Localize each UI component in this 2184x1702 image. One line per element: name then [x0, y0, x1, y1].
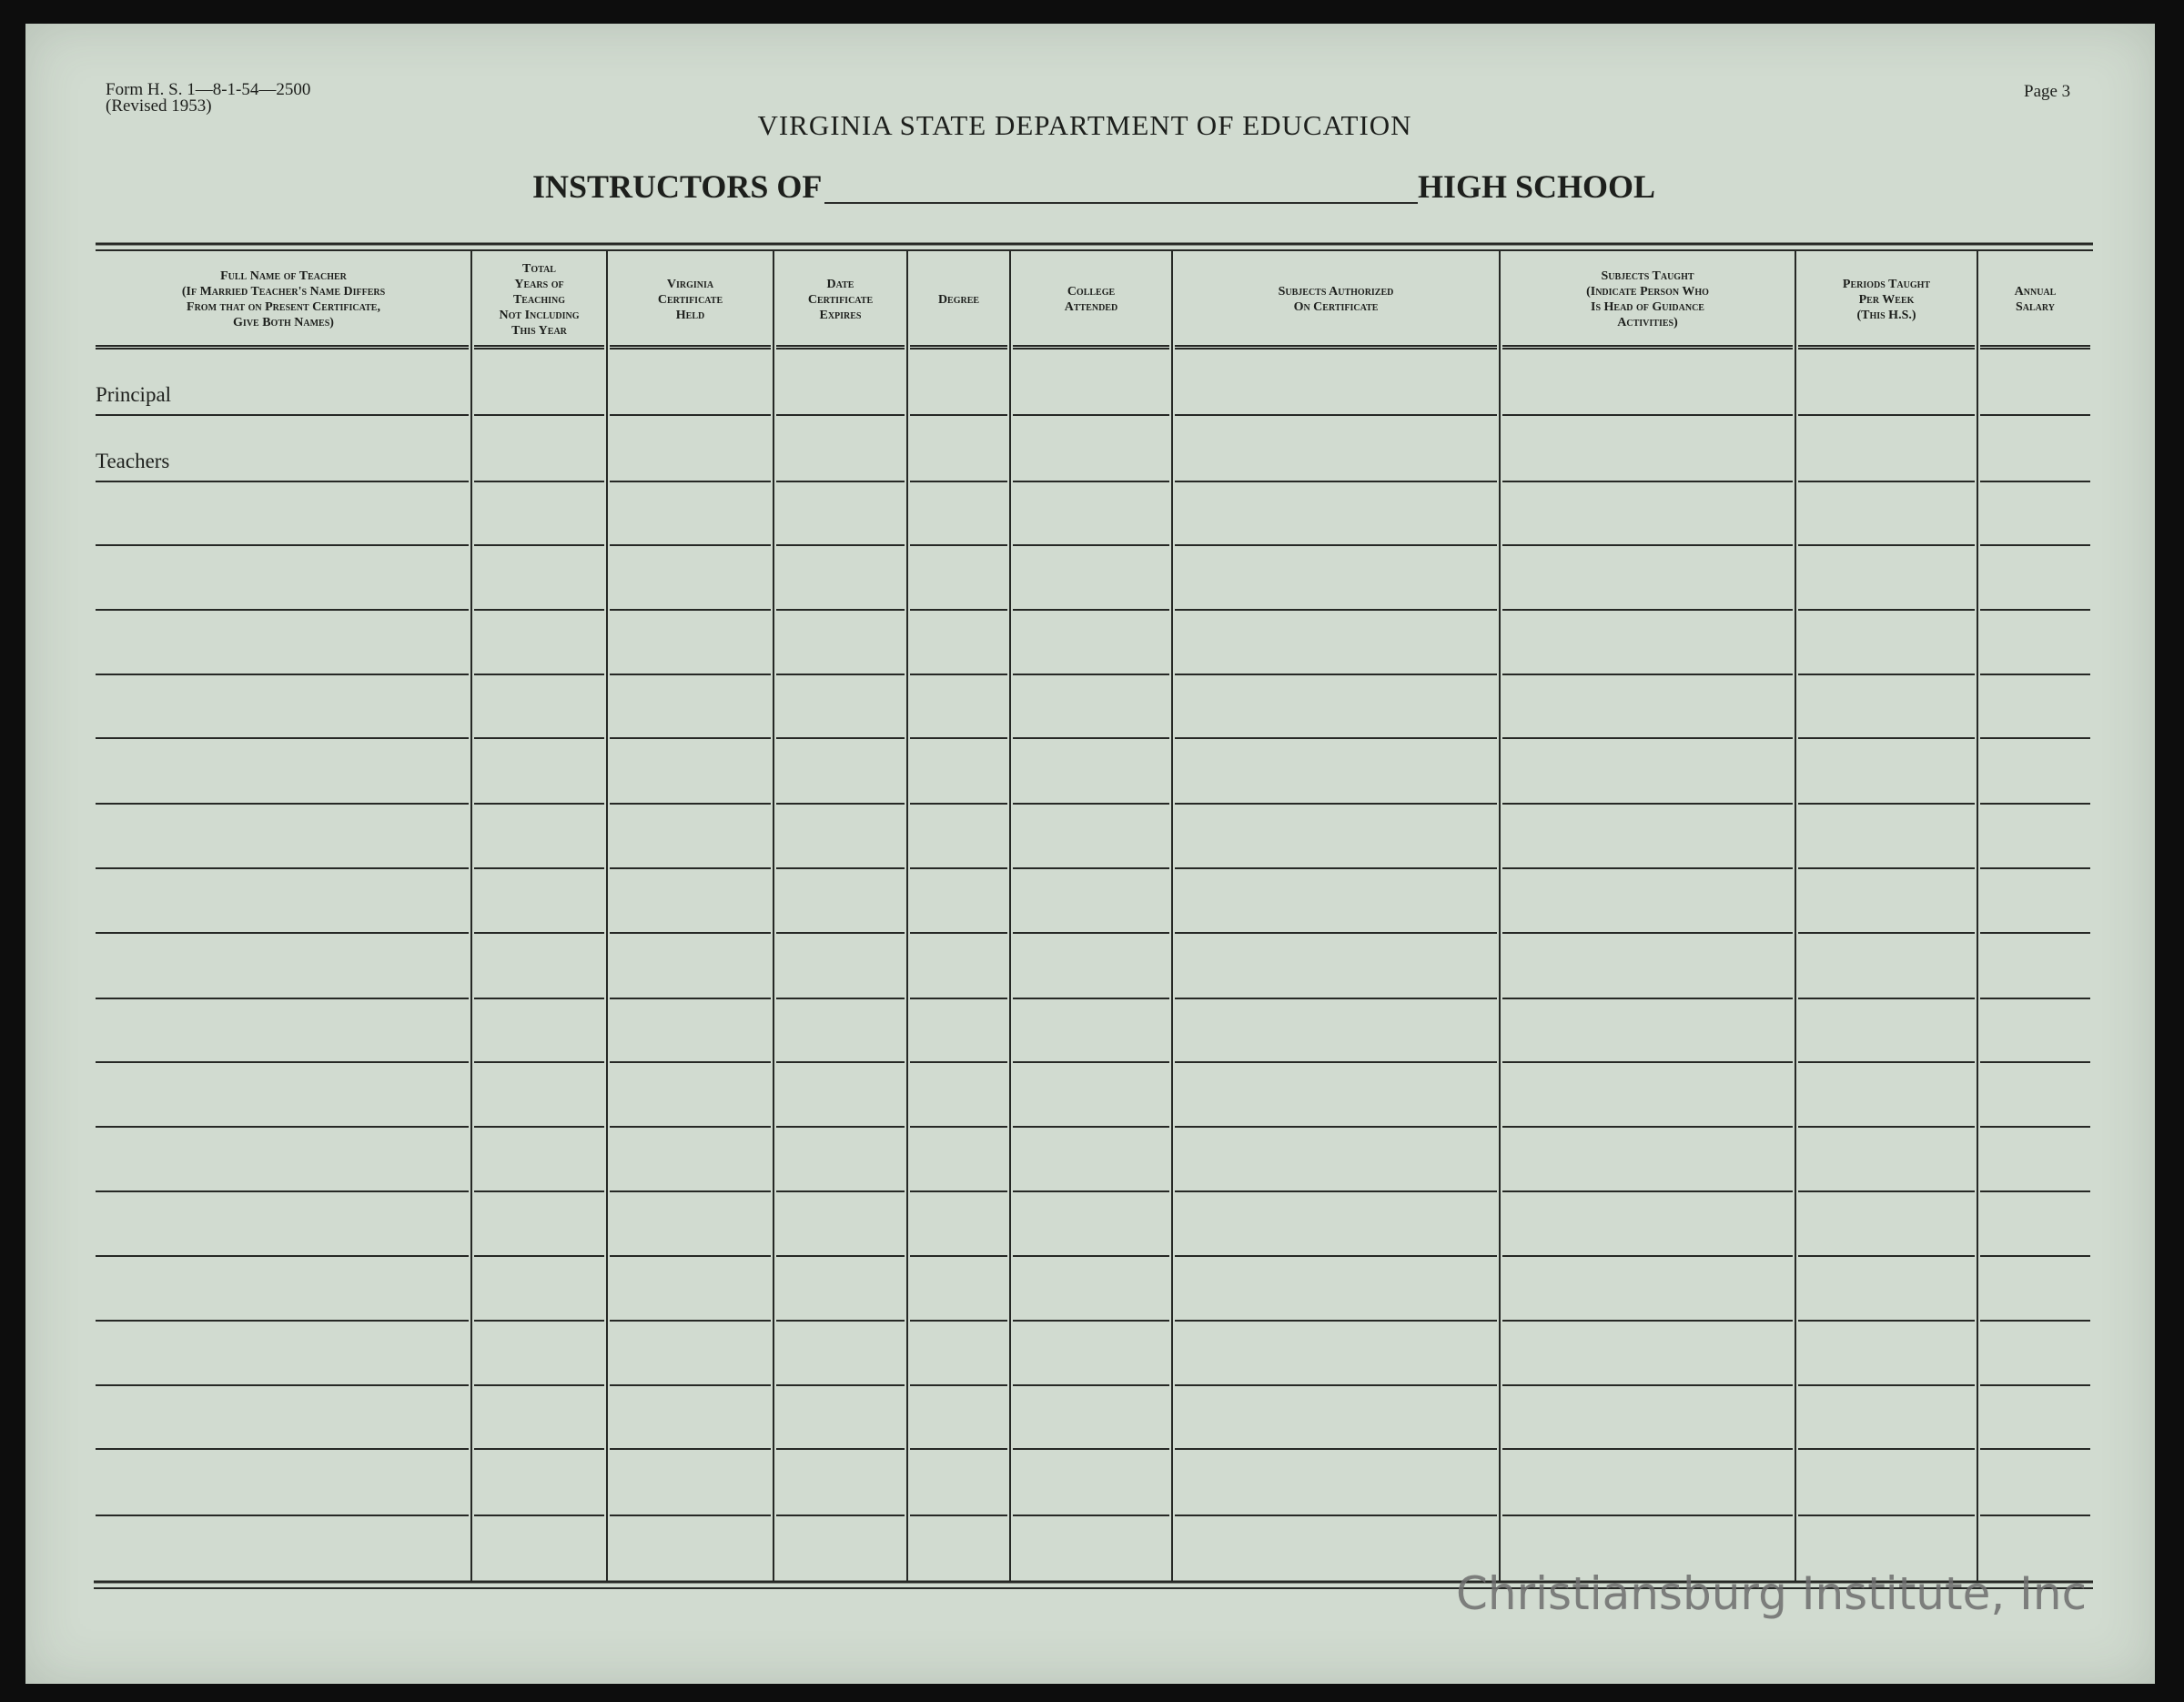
column-header-line: Total	[522, 261, 556, 276]
column-header-line: Periods Taught	[1842, 277, 1931, 291]
column-header-line: Virginia	[666, 277, 714, 291]
column-header-line: Full Name of Teacher	[220, 269, 347, 283]
column-header-6	[1014, 284, 1168, 315]
column-header-line: From that on Present Certificate,	[187, 300, 380, 314]
column-header-line: This Year	[511, 323, 567, 338]
column-header-3	[611, 277, 770, 323]
column-header-line: Attended	[1064, 300, 1118, 314]
column-header-10	[1981, 284, 2089, 315]
column-header-line: Held	[675, 308, 705, 322]
column-header-line: Degree	[937, 292, 980, 307]
column-header-line: Expires	[819, 308, 862, 322]
high-school-label: HIGH SCHOOL	[1418, 168, 1656, 205]
form-number-text: Form H. S. 1—8-1-54—2500	[106, 80, 311, 99]
department-title-text: VIRGINIA STATE DEPARTMENT OF EDUCATION	[757, 109, 1412, 141]
column-header-line: Subjects Taught	[1601, 269, 1694, 283]
form-revised-text: (Revised 1953)	[106, 96, 212, 116]
column-header-5	[911, 292, 1006, 308]
column-header-line: Annual	[2014, 285, 2057, 299]
column-header-line: College	[1067, 285, 1116, 299]
column-header-9	[1799, 277, 1974, 323]
column-header-line: Certificate	[807, 292, 874, 307]
column-header-line: (This H.S.)	[1856, 308, 1916, 322]
column-header-line: Not Including	[499, 308, 580, 322]
column-header-line: On Certificate	[1293, 300, 1379, 314]
column-header-4	[777, 277, 904, 323]
column-header-7	[1176, 284, 1496, 315]
instructors-of-label: INSTRUCTORS OF	[532, 168, 823, 205]
watermark: Christiansburg Institute, Inc	[1456, 1567, 2088, 1620]
page-number: Page 3	[2024, 82, 2071, 101]
column-header-line: (If Married Teacher's Name Differs	[181, 285, 386, 299]
column-header-line: Subjects Authorized	[1278, 285, 1394, 299]
column-header-line: Date	[826, 277, 854, 291]
column-header-1	[99, 268, 468, 330]
school-name-blank[interactable]	[824, 202, 1418, 204]
column-header-line: Salary	[2016, 300, 2055, 314]
column-header-2	[475, 261, 603, 339]
column-header-line: Is Head of Guidance	[1591, 300, 1704, 314]
teachers-label: Teachers	[96, 450, 170, 472]
principal-label: Principal	[96, 383, 172, 406]
column-header-line: Teaching	[512, 292, 566, 307]
column-header-line: Give Both Names)	[233, 316, 334, 329]
column-header-line: Certificate	[657, 292, 723, 307]
column-header-line: Years of	[514, 277, 564, 291]
column-header-line: (Indicate Person Who	[1586, 285, 1709, 299]
column-header-8	[1503, 268, 1792, 330]
column-header-line: Per Week	[1858, 292, 1915, 307]
department-title	[0, 109, 2184, 142]
column-header-line: Activities)	[1617, 316, 1678, 329]
